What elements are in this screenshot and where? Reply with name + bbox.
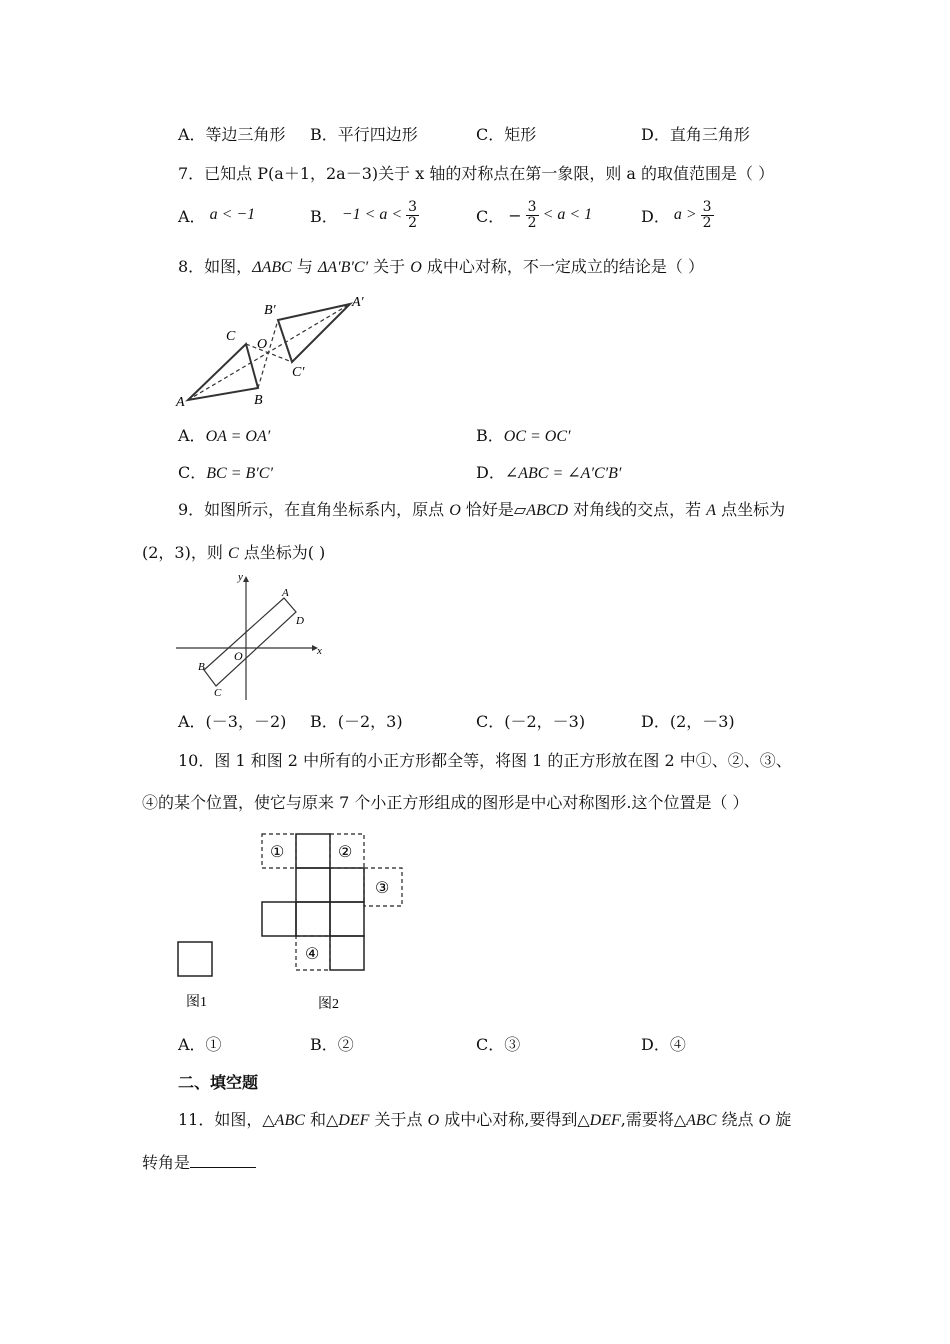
q10-option-d: D．④ <box>641 1035 686 1054</box>
q9-label-o: O <box>234 649 243 663</box>
q11-l1-m1: 和 <box>304 1110 326 1129</box>
q7-option-b <box>310 196 419 234</box>
q9-label-d: D <box>296 615 304 627</box>
q9-l2-pre: (2，3)，则 <box>142 543 228 562</box>
q8-d-expr: ∠ABC = ∠A′C′B′ <box>504 465 622 482</box>
q10-stem-line2: ④的某个位置，使它与原来 7 个小正方形组成的图形是中心对称图形.这个位置是（ ） <box>142 793 749 812</box>
q8-label-c: C <box>226 329 236 344</box>
q11-l1-m4: ,需要将 <box>620 1110 674 1129</box>
q11-o2: O <box>758 1112 771 1129</box>
q11-stem-line1 <box>178 1107 791 1130</box>
q7-b-num: 3 <box>408 198 418 215</box>
q11-stem-line2 <box>142 1150 256 1173</box>
q9-label-y: y <box>238 571 243 583</box>
q11-answer-blank[interactable] <box>190 1153 256 1168</box>
q7-option-c <box>476 196 592 234</box>
q9-label-a: A <box>282 587 289 599</box>
q8-triangle-a1b1c1 <box>278 304 350 362</box>
q11-t3: △DEF <box>577 1112 621 1129</box>
q9-option-c: C．(－2，－3) <box>476 712 586 731</box>
q11-t1: △ABC <box>262 1112 305 1129</box>
q8-line-cc1 <box>246 344 292 362</box>
q9-label-x: x <box>317 645 322 657</box>
q11-l1-m5: 绕点 <box>716 1110 759 1129</box>
q8-tri1: ΔABC <box>252 259 292 276</box>
q9-abcd: ABCD <box>526 502 569 519</box>
q9-l1-mid: 恰好是▱ <box>460 500 527 519</box>
q7-b-pre: −1 < a < <box>341 206 403 223</box>
q8-a-label: A． <box>178 426 206 445</box>
q10-label-4: ④ <box>305 946 320 963</box>
q7-c-minus: − <box>508 205 522 225</box>
q8-triangle-abc <box>188 344 258 400</box>
q7-d-fraction <box>701 200 714 231</box>
q11-l1-pre: 11．如图， <box>178 1110 263 1129</box>
q11-l1-post: 旋 <box>770 1110 792 1129</box>
q8-tri2: ΔA′B′C′ <box>317 259 369 276</box>
q10-option-b: B．② <box>310 1035 354 1054</box>
q10-figure <box>172 828 412 1018</box>
q9-l1-pre: 9．如图所示，在直角坐标系内，原点 <box>178 500 450 519</box>
q10-option-c: C．③ <box>476 1035 521 1054</box>
q8-label-a: A <box>176 395 185 410</box>
q7-d-num: 3 <box>702 198 712 215</box>
q7-a-expr: a < −1 <box>209 206 256 223</box>
q10-figure1-caption: 图1 <box>186 995 207 1010</box>
q7-option-a <box>178 196 255 234</box>
q11-l2-text: 转角是 <box>142 1153 191 1172</box>
q7-c-post: < a < 1 <box>542 206 593 223</box>
q7-d-den: 2 <box>702 214 712 231</box>
q10-figure1-square <box>178 942 212 976</box>
q8-label-b: B <box>254 393 263 408</box>
q7-b-fraction <box>406 200 419 231</box>
q7-c-den: 2 <box>527 214 537 231</box>
q11-l1-m3: 成中心对称,要得到 <box>439 1110 578 1129</box>
q9-l2-post: 点坐标为( ) <box>238 543 326 562</box>
q8-c-expr: BC = B′C′ <box>206 465 273 482</box>
q8-option-a <box>178 423 270 446</box>
q8-label-a1: A′ <box>352 295 364 310</box>
q7-c-num: 3 <box>527 198 537 215</box>
q8-label-o: O <box>257 337 268 352</box>
q10-stem-line1: 10．图 1 和图 2 中所有的小正方形都全等，将图 1 的正方形放在图 2 中①、②、③、 <box>178 751 792 770</box>
q11-l1-m2: 关于点 <box>369 1110 428 1129</box>
q8-label-c1: C′ <box>292 365 305 380</box>
q9-figure <box>172 570 332 702</box>
q8-mid2: 关于 <box>368 257 411 276</box>
q7-option-d <box>641 196 714 234</box>
q7-b-den: 2 <box>408 214 418 231</box>
q7-c-fraction <box>526 200 539 231</box>
q7-a-label: A． <box>178 206 206 226</box>
q9-a: A <box>706 502 716 519</box>
q8-b-label: B． <box>476 426 504 445</box>
q8-b-expr: OC = OC′ <box>503 428 571 445</box>
q9-stem-line1 <box>178 497 785 520</box>
q8-line-bb1 <box>258 320 278 388</box>
q9-option-b: B．(－2，3) <box>310 712 403 731</box>
q9-l1-post: 点坐标为 <box>716 500 786 519</box>
q6-option-d: D．直角三角形 <box>641 125 750 144</box>
q9-c: C <box>227 545 239 562</box>
q8-center: O <box>410 259 422 276</box>
q8-option-c <box>178 460 273 483</box>
q9-y-arrow <box>243 576 249 582</box>
q8-figure <box>170 292 370 412</box>
q8-stem <box>178 254 704 277</box>
q8-d-label: D． <box>476 463 505 482</box>
q6-option-b: B．平行四边形 <box>310 125 418 144</box>
q7-stem: 7．已知点 P(a＋1，2a－3)关于 x 轴的对称点在第一象限，则 a 的取值范围是（ ） <box>178 164 775 183</box>
q9-l1-mid2: 对角线的交点，若 <box>568 500 707 519</box>
q11-o: O <box>427 1112 440 1129</box>
q9-label-c: C <box>214 687 222 699</box>
q8-a-expr: OA = OA′ <box>205 428 271 445</box>
q11-t2: △DEF <box>326 1112 370 1129</box>
q11-t4: △ABC <box>673 1112 717 1129</box>
q10-label-3: ③ <box>375 880 390 897</box>
q6-option-c: C．矩形 <box>476 125 537 144</box>
q9-stem-line2 <box>142 540 325 563</box>
q9-option-a: A．(－3，－2) <box>178 712 287 731</box>
q9-option-d: D．(2，－3) <box>641 712 735 731</box>
q10-label-2: ② <box>338 844 353 861</box>
q7-d-label: D． <box>641 206 670 226</box>
q10-label-1: ① <box>270 844 285 861</box>
q8-mid: 与 <box>291 257 318 276</box>
q10-option-a: A．① <box>178 1035 222 1054</box>
q9-parallelogram <box>204 598 296 686</box>
q8-label-b1: B′ <box>264 303 276 318</box>
q8-option-b <box>476 423 571 446</box>
q8-c-label: C． <box>178 463 207 482</box>
q9-label-b: B <box>198 661 205 673</box>
q9-o: O <box>449 502 461 519</box>
q7-b-label: B． <box>310 206 338 226</box>
section-title-fill-in: 二、填空题 <box>178 1073 259 1092</box>
q8-stem-pre: 8．如图， <box>178 257 253 276</box>
q10-figure2-caption: 图2 <box>318 997 339 1012</box>
q8-option-d <box>476 460 621 483</box>
q7-c-label: C． <box>476 206 505 226</box>
q6-option-a: A．等边三角形 <box>178 125 286 144</box>
q7-d-pre: a > <box>673 206 697 223</box>
q8-stem-post: 成中心对称，不一定成立的结论是（ ） <box>421 257 705 276</box>
